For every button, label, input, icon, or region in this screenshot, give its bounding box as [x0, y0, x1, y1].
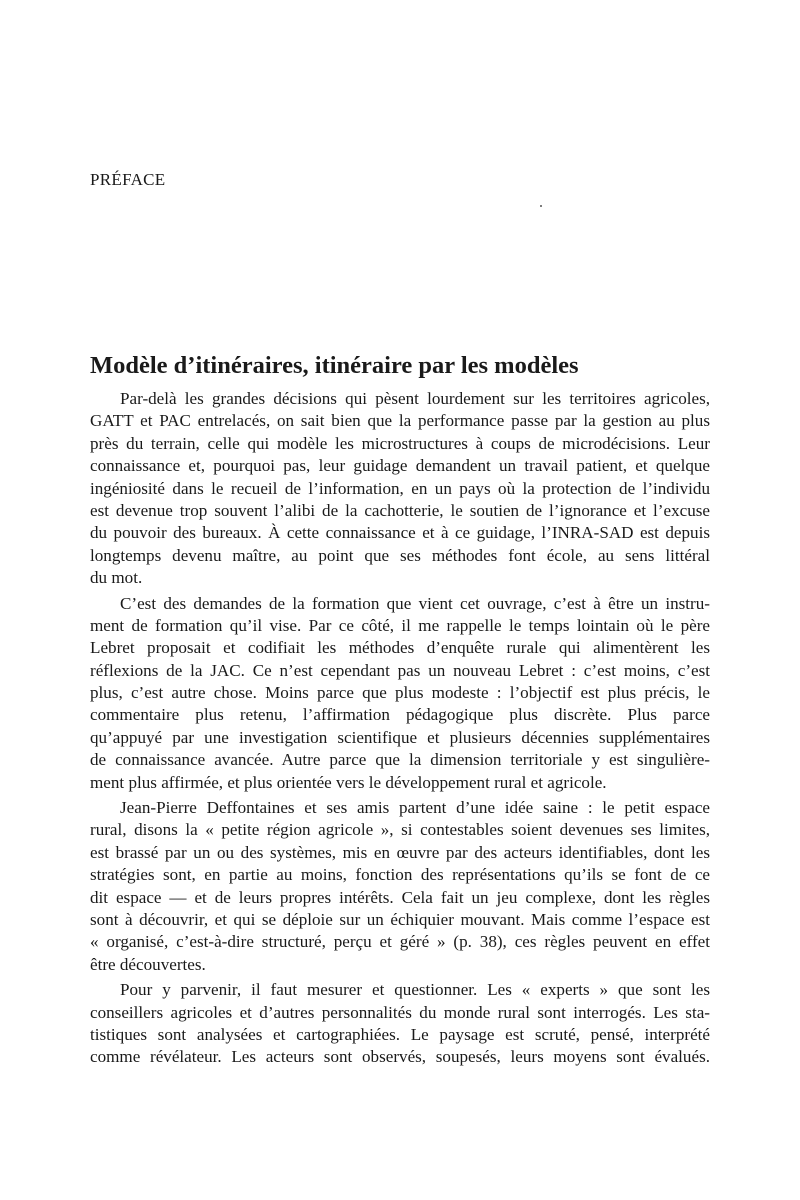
text-line: près du terrain, celle qui modèle les microstructures à coups de microdécisions. Leur — [90, 433, 710, 453]
text-line: ingéniosité dans le recueil de l’information, en un pays où la protection de l’individu — [90, 478, 710, 498]
text-line: être découvertes. — [90, 954, 206, 974]
text-line: C’est des demandes de la formation que vient cet ouvrage, c’est à être un instru- — [120, 593, 710, 613]
paragraph — [90, 979, 710, 1069]
text-line: Pour y parvenir, il faut mesurer et questionner. Les « experts » que sont les — [120, 980, 710, 1000]
paragraph — [90, 593, 710, 795]
paragraph — [90, 797, 710, 976]
text-line: dit espace — et de leurs propres intérêts. Cela fait un jeu complexe, dont les règles — [90, 887, 710, 907]
text-line: comme révélateur. Les acteurs sont observés, soupesés, leurs moyens sont évalués. — [90, 1047, 710, 1067]
text-line: ment plus affirmée, et plus orientée vers le développement rural et agricole. — [90, 772, 607, 792]
text-line: rural, disons la « petite région agricole », si contestables soient devenues ses limites, — [90, 820, 710, 840]
text-line: longtemps devenu maître, au point que ses méthodes font école, au sens littéral — [90, 545, 710, 565]
text-line: qu’appuyé par une investigation scientifique et plusieurs décennies supplémentaires — [90, 727, 710, 747]
text-line: est brassé par un ou des systèmes, mis en œuvre par des acteurs identifiables, dont les — [90, 842, 710, 862]
text-line: plus, c’est autre chose. Moins parce que plus modeste : l’objectif est plus précis, le — [90, 683, 710, 703]
text-line: du mot. — [90, 568, 143, 588]
scan-speck — [540, 205, 542, 207]
text-line: du pouvoir des bureaux. À cette connaissance et à ce guidage, l’INRA-SAD est depuis — [90, 523, 710, 543]
text-line: connaissance et, pourquoi pas, leur guidage demandent un travail patient, et quelque — [90, 456, 710, 476]
chapter-title: Modèle d’itinéraires, itinéraire par les modèles — [90, 352, 579, 379]
text-line: tistiques sont analysées et cartographiées. Le paysage est scruté, pensé, interprété — [90, 1024, 710, 1044]
text-line: ment de formation qu’il vise. Par ce côté, il me rappelle le temps lointain où le père — [90, 615, 710, 635]
text-line: stratégies sont, en partie au moins, fonction des représentations qu’ils se font de ce — [90, 865, 710, 885]
text-line: est devenue trop souvent l’alibi de la cachotterie, le soutien de l’ignorance et l’excuse — [90, 500, 710, 520]
paragraph — [90, 388, 710, 590]
text-line: de connaissance avancée. Autre parce que la dimension territoriale y est singulière- — [90, 750, 710, 770]
text-line: Par-delà les grandes décisions qui pèsent lourdement sur les territoires agricoles, — [120, 389, 710, 408]
text-line: Jean-Pierre Deffontaines et ses amis partent d’une idée saine : le petit espace — [120, 798, 710, 818]
running-head: PRÉFACE — [90, 170, 166, 189]
text-line: « organisé, c’est-à-dire structuré, perçu et géré » (p. 38), ces règles peuvent en effet — [90, 932, 710, 952]
text-line: conseillers agricoles et d’autres personnalités du monde rural sont interrogés. Les sta- — [90, 1002, 710, 1022]
text-line: commentaire plus retenu, l’affirmation pédagogique plus discrète. Plus parce — [90, 705, 710, 725]
text-line: sont à découvrir, et qui se déploie sur un échiquier mouvant. Mais comme l’espace est — [90, 909, 710, 929]
text-line: GATT et PAC entrelacés, on sait bien que la performance passe par la gestion au plus — [90, 411, 710, 431]
body-text — [90, 388, 710, 1072]
text-line: Lebret proposait et codifiait les méthodes d’enquête rurale qui alimentèrent les — [90, 638, 710, 658]
text-line: réflexions de la JAC. Ce n’est cependant pas un nouveau Lebret : c’est moins, c’est — [90, 660, 710, 680]
